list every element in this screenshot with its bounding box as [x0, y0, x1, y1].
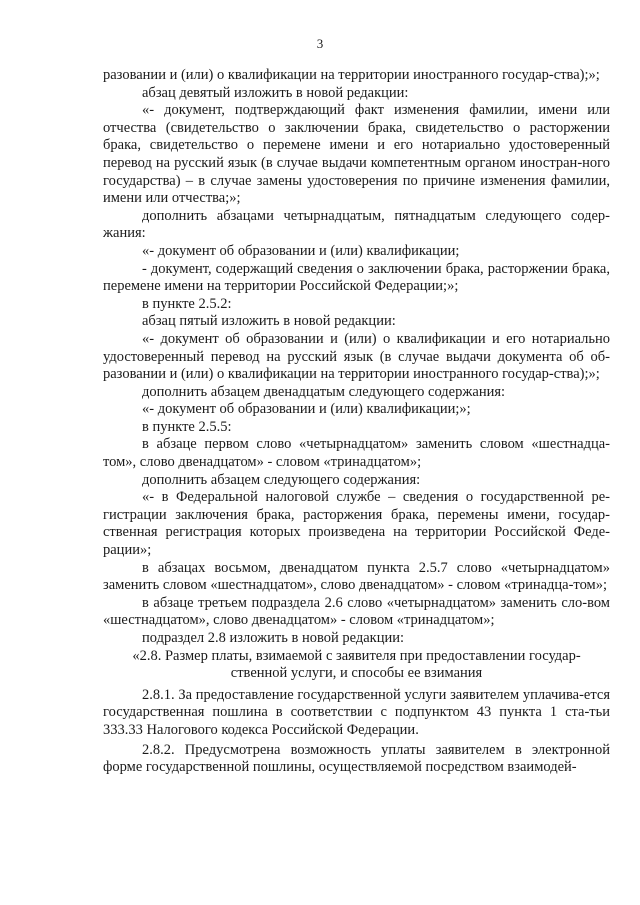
paragraph: разовании и (или) о квалификации на территории иностранного государ-ства);»;: [103, 67, 600, 83]
paragraph: подраздел 2.8 изложить в новой редакции:: [142, 630, 405, 646]
paragraph: в пункте 2.5.5:: [142, 418, 232, 435]
section-heading-line2: ственной услуги, и способы ее взимания: [230, 665, 483, 682]
paragraph: в абзаце первом слово «четырнадцатом» заменить словом «шестнадца-том», слово двенадцатом» - словом «тринадцатом»;: [103, 436, 610, 471]
document-body: [103, 67, 610, 777]
paragraph: абзац пятый изложить в новой редакции:: [142, 313, 396, 330]
paragraph: «- документ об образовании и (или) квалификации;»;: [142, 401, 471, 418]
paragraph: 2.8.1. За предоставление государственной услуги заявителем уплачива-ется государственная пошлина в соответствии с подпунктом 43 пункта 1 ста-тьи 333.33 Налогового кодекса Российской Федерации.: [103, 686, 610, 738]
paragraph: абзац девятый изложить в новой редакции:: [142, 84, 409, 101]
paragraph: «- в Федеральной налоговой службе – сведения о государственной ре-гистрации заключения брака, расторжения брака, перемены имени, государ-ственная регистрация которых произведена на территории Российской Феде-рации»;: [103, 489, 610, 559]
page-number: 3: [316, 36, 324, 51]
paragraph: «- документ об образовании и (или) квалификации;: [142, 242, 460, 259]
paragraph: в пункте 2.5.2:: [142, 295, 232, 312]
paragraph: в абзаце третьем подраздела 2.6 слово «четырнадцатом» заменить сло-вом «шестнадцатом», слово двенадцатом» - словом «тринадцатом»;: [103, 594, 610, 629]
paragraph: 2.8.2. Предусмотрена возможность уплаты заявителем в электронной форме государственной пошлины, осуществляемой посредством взаимодей-: [103, 741, 610, 776]
paragraph: «- документ об образовании и (или) о квалификации и его нотариально удостоверенный перевод на русский язык (в случае выдачи документа об об-разовании и (или) о квалификации на территории иностранного государ-ства);»;: [103, 330, 610, 383]
section-heading-line1: «2.8. Размер платы, взимаемой с заявителя при предоставлении государ-: [132, 647, 581, 664]
paragraph: в абзацах восьмом, двенадцатом пункта 2.5.7 слово «четырнадцатом» заменить словом «шестнадцатом», слово двенадцатом» - словом «тринадца-том»;: [103, 559, 610, 594]
paragraph: «- документ, подтверждающий факт изменения фамилии, имени или отчества (свидетельство о заключении брака, свидетельство о расторжении брака, свидетельство о перемене имени и его нотариально удостоверенный перевод на русский язык (в случае выдачи компетентным органом иностран-ного государства) – в случае замены удостоверения по причине изменения фамилии, имени или отчества;»;: [103, 102, 610, 207]
paragraph: - документ, содержащий сведения о заключении брака, расторжении брака, перемене имени на территории Российской Федерации;»;: [103, 260, 610, 295]
paragraph: дополнить абзацами четырнадцатым, пятнадцатым следующего содер-жания:: [103, 207, 610, 242]
paragraph: дополнить абзацем следующего содержания:: [142, 471, 421, 488]
paragraph: дополнить абзацем двенадцатым следующего содержания:: [142, 383, 506, 400]
